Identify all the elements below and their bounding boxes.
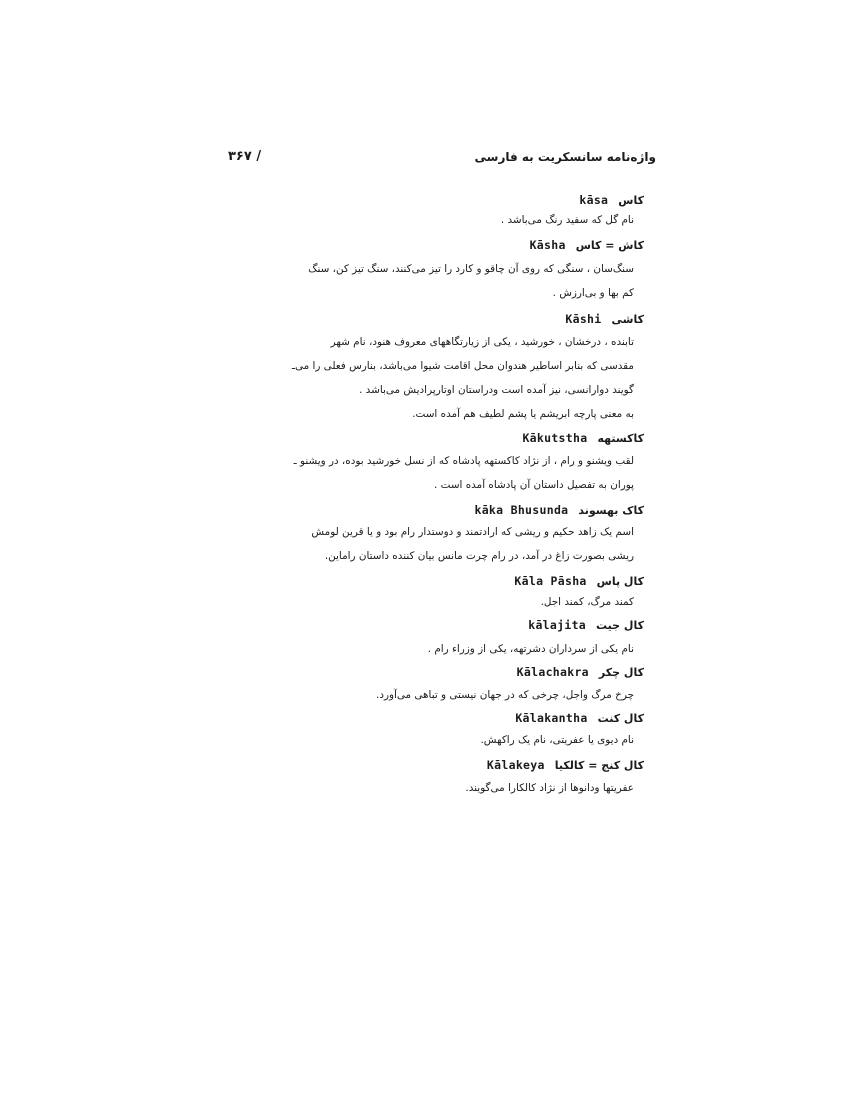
definition-line: سنگ‌سان ، سنگی که روی آن چاقو و کارد را تیز می‌کنند، سنگ تیز کن، سنگ xyxy=(308,263,634,275)
entry-definition xyxy=(501,208,634,232)
definition-line: لقب ویشنو و رام ، از نژاد کاکستهه پادشاه که از نسل خورشید بوده، در ویشنو ـ xyxy=(293,455,634,467)
definition-line: گویند دوارانسی، نیز آمده است ودراستان اوتارپرادیش می‌باشد . xyxy=(359,384,634,396)
headword-persian: کاش = کاس xyxy=(575,239,644,252)
headword-romanized: Kāsha xyxy=(529,238,566,252)
headword-persian: کاشی xyxy=(611,313,644,326)
definition-line: تابنده ، درخشان ، خورشید ، یکی از زیارتگاههای معروف هنود، نام شهر xyxy=(330,336,634,348)
entry-headword xyxy=(517,663,644,681)
definition-line: اسم یک زاهد حکیم و ریشی که ارادتمند و دوستدار رام بود و یا قرین لومش xyxy=(311,526,634,538)
headword-romanized: Kāshi xyxy=(565,312,602,326)
headword-romanized: kāka Bhusunda xyxy=(474,503,569,517)
headword-romanized: Kālachakra xyxy=(516,665,589,679)
headword-persian: کال چکر xyxy=(598,666,644,679)
entry-headword xyxy=(487,756,644,774)
headword-romanized: kālajita xyxy=(528,618,587,632)
headword-persian: کال جیت xyxy=(596,619,644,632)
headword-persian: کال کنج = کالکیا xyxy=(554,759,644,772)
definition-line: کم بها و بی‌ارزش . xyxy=(552,287,634,299)
entry-definition xyxy=(541,590,634,614)
entry-definition xyxy=(428,637,634,661)
entry-definition xyxy=(294,449,634,497)
definition-line: نام دیوی یا عفریتی، نام یک راکهش. xyxy=(480,734,634,746)
definition-line: ریشی بصورت زاغ در آمد، در رام چرت مانس بیان کننده داستان راماین. xyxy=(324,550,634,562)
entry-headword xyxy=(514,572,644,590)
definition-line: چرخ مرگ واجل، چرخی که در جهان نیستی و تباهی می‌آورد. xyxy=(376,689,634,701)
book-title: واژه‌نامه سانسکریت به فارسی xyxy=(474,150,656,164)
entry-headword xyxy=(565,310,644,328)
headword-persian: کال کنت xyxy=(597,712,644,725)
definition-line: عفریتها ودانوها از نژاد کالکارا می‌گویند. xyxy=(465,782,634,794)
entry-definition xyxy=(292,330,634,426)
entry-headword xyxy=(474,501,644,519)
entry-headword xyxy=(530,236,644,254)
headword-romanized: Kālakantha xyxy=(515,711,588,725)
definition-line: نام یکی از سرداران دشرتهه، یکی از وزراء رام . xyxy=(427,643,634,655)
entry-headword xyxy=(522,429,644,447)
headword-romanized: Kāla Pāsha xyxy=(514,574,587,588)
definition-line: نام گل که سفید رنگ می‌باشد . xyxy=(500,214,634,226)
entry-definition xyxy=(465,776,634,800)
definition-line: مقدسی که بنابر اساطیر هندوان محل اقامت شیوا می‌باشد، بنارس فعلی را می‌ـ xyxy=(291,360,634,372)
headword-persian: کاک بهسوند xyxy=(578,504,644,517)
definition-line: کمند مرگ، کمند اجل. xyxy=(540,596,634,608)
headword-romanized: kāsa xyxy=(579,193,609,207)
entry-definition xyxy=(311,520,634,568)
entry-headword xyxy=(528,616,644,634)
headword-persian: کاس xyxy=(618,194,644,207)
entry-headword xyxy=(515,709,644,727)
running-header xyxy=(228,150,656,174)
headword-persian: کاکستهه xyxy=(597,432,644,445)
headword-romanized: Kālakeya xyxy=(486,758,545,772)
headword-romanized: Kākutstha xyxy=(522,431,588,445)
entry-definition xyxy=(308,257,634,305)
definition-line: به معنی پارچه ابریشم یا پشم لطیف هم آمده است. xyxy=(412,408,634,420)
entry-definition xyxy=(376,683,634,707)
page-number: / ۳۶۷ xyxy=(228,149,262,164)
entry-definition xyxy=(481,728,635,752)
headword-persian: کال پاس xyxy=(596,575,644,588)
definition-line: پوران به تفصیل داستان آن پادشاه آمده است . xyxy=(434,479,634,491)
entry-headword xyxy=(579,191,644,209)
